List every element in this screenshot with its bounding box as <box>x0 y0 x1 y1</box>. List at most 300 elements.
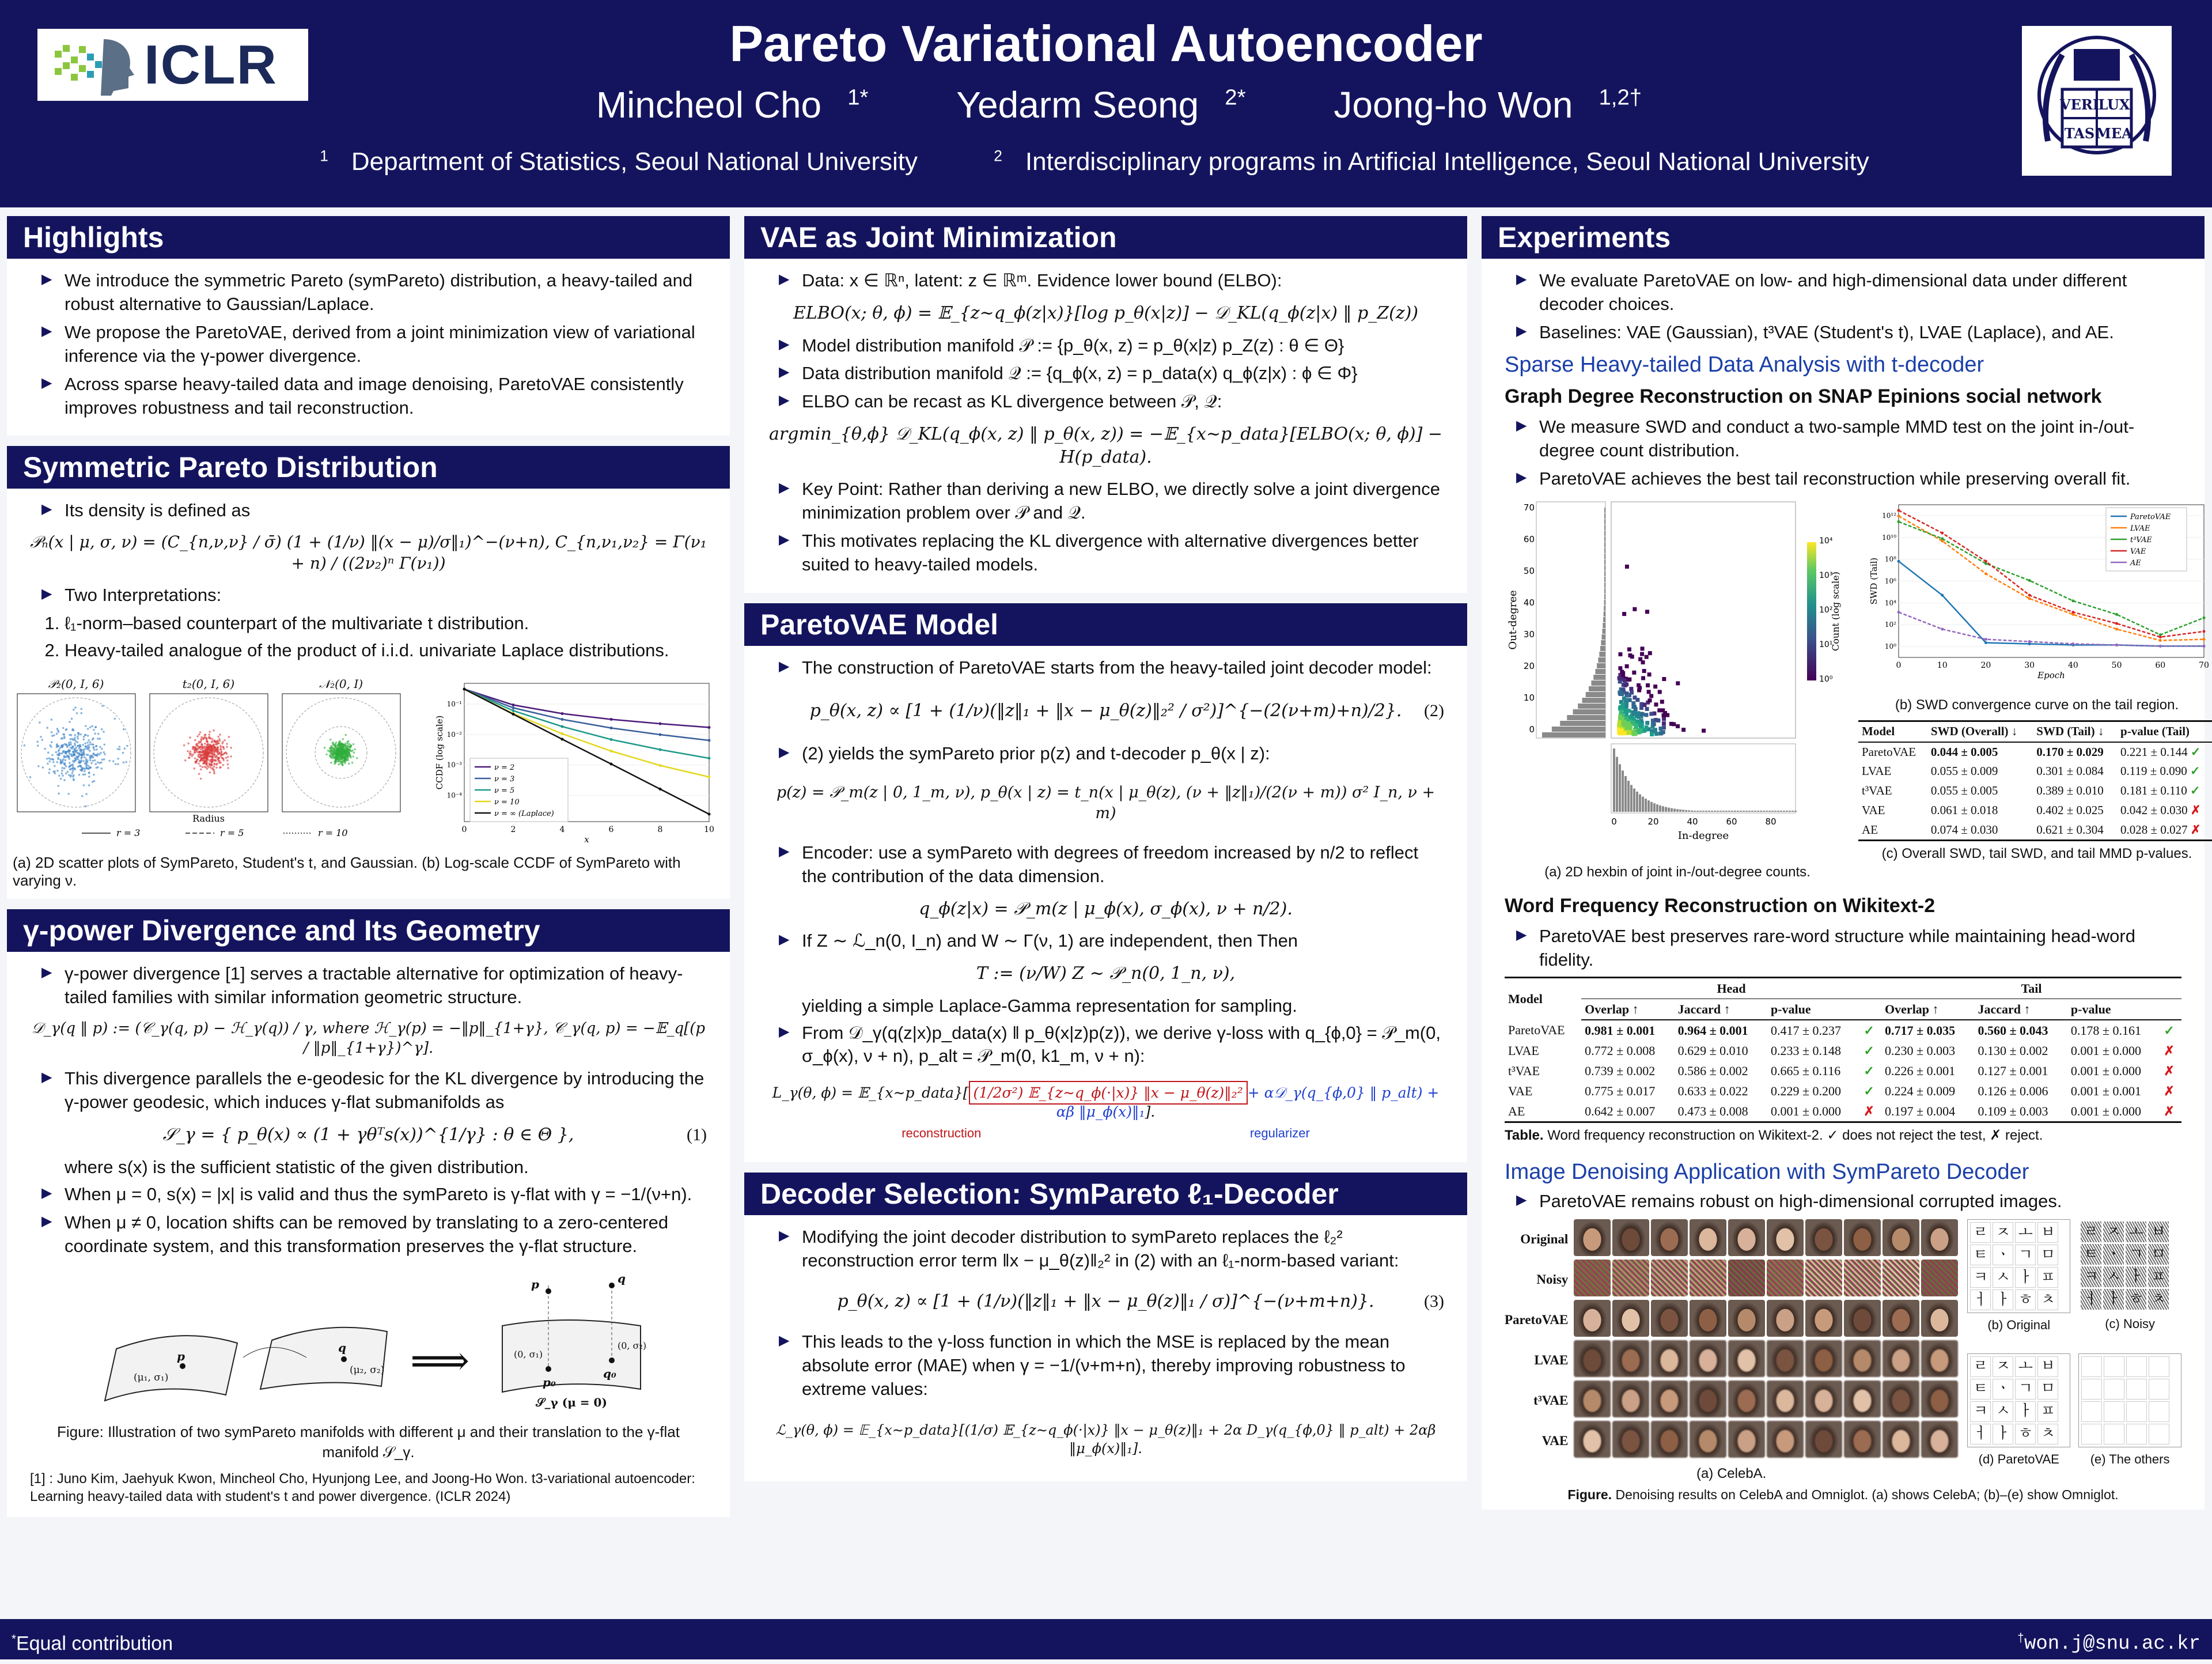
scatter-point <box>69 753 71 755</box>
marginal-bar <box>1604 525 1605 530</box>
scatter-point <box>101 758 104 761</box>
scatter-point <box>47 751 50 754</box>
data-point <box>2203 630 2206 633</box>
equation-number: (3) <box>1424 1292 1444 1311</box>
face-image <box>1767 1260 1804 1296</box>
x-tick-label: 4 <box>559 825 565 834</box>
glyph-tile: ㅗ <box>2126 1221 2146 1242</box>
data-point <box>2159 645 2162 648</box>
face-image <box>1805 1260 1842 1296</box>
face-image <box>1612 1421 1649 1458</box>
poster-footer <box>0 1619 2212 1659</box>
marginal-bar <box>1604 588 1605 593</box>
marginal-bar <box>1737 811 1739 812</box>
marginal-bar <box>1542 732 1605 738</box>
hexbin-cell <box>1644 713 1648 717</box>
table-cell: 0.772 ± 0.008 <box>1585 1043 1656 1058</box>
table-cell: 0.170 ± 0.029 <box>2036 744 2104 759</box>
hexbin-cell <box>1631 712 1635 716</box>
footer-sup: * <box>12 1633 16 1646</box>
y-axis-label: CCDF (log scale) <box>434 715 445 790</box>
glyph-tile: ㅈ <box>2103 1221 2124 1242</box>
scatter-point <box>74 748 76 750</box>
face-image <box>1844 1421 1881 1458</box>
glyph-tile: ㅏ <box>2015 1401 2036 1422</box>
colorbar <box>1807 542 1816 680</box>
scatter-point <box>37 765 40 767</box>
y-tick-label: 10⁴ <box>1884 599 1896 607</box>
author-list <box>0 84 2212 126</box>
emblem-text: LUX <box>2098 96 2130 113</box>
scatter-point <box>197 751 199 754</box>
marginal-bar <box>1696 811 1699 812</box>
scatter-point <box>124 747 126 750</box>
hexbin-cell <box>1623 683 1627 687</box>
scatter-point <box>350 757 352 759</box>
data-point <box>1984 641 1987 644</box>
scatter-point <box>188 757 190 759</box>
x-tick-label: 10 <box>1937 661 1948 671</box>
scatter-point <box>57 757 59 759</box>
affiliation-sup: 1 <box>320 147 328 164</box>
blank-glyph-tile <box>2126 1379 2147 1400</box>
marginal-bar <box>1731 811 1733 812</box>
hexbin-cell <box>1642 703 1646 707</box>
scatter-point <box>335 752 338 754</box>
marginal-bar <box>1604 606 1605 611</box>
scatter-point <box>217 736 219 738</box>
scatter-point <box>54 772 56 774</box>
scatter-point <box>351 762 354 764</box>
hexbin-cell <box>1702 729 1706 733</box>
manifold-label: 𝒮_γ (μ = 0) <box>536 1396 607 1410</box>
scatter-point <box>347 745 349 747</box>
marginal-bar <box>1593 675 1605 680</box>
hexbin-cell <box>1625 565 1629 569</box>
scatter-point <box>51 718 53 721</box>
table-header: Jaccard ↑ <box>1675 999 1767 1020</box>
scatter-point <box>194 739 196 742</box>
bullet-text: ▶ Two Interpretations: <box>30 584 707 607</box>
table-cell: 0.178 ± 0.161 <box>2070 1023 2141 1038</box>
swd-chart <box>1858 496 2212 686</box>
face-image <box>1651 1300 1688 1337</box>
scatter-point <box>125 761 127 763</box>
x-axis-label: Epoch <box>2037 670 2065 681</box>
glyph-tile: ㆍ <box>1993 1245 2013 1265</box>
scatter-point <box>219 740 221 742</box>
table-cell: 0.226 ± 0.001 <box>1885 1063 1956 1078</box>
glyph-tile: ㅍ <box>2148 1266 2169 1287</box>
scatter-point <box>60 773 63 775</box>
scatter-point <box>344 734 347 736</box>
blank-glyph-tile <box>2104 1401 2124 1422</box>
scatter-point <box>86 742 89 744</box>
table-header: Jaccard ↑ <box>1974 999 2067 1020</box>
hexbin-cell <box>1627 678 1631 682</box>
hexbin-cell <box>1645 610 1649 614</box>
scatter-point <box>117 748 119 750</box>
x-tick-label: 60 <box>1726 816 1737 827</box>
swd-table <box>1858 720 2212 841</box>
marginal-bar <box>1783 811 1785 812</box>
marginal-bar <box>1659 805 1661 812</box>
scatter-point <box>66 728 68 731</box>
scatter-point <box>92 739 94 741</box>
hexbin-cell <box>1621 671 1625 675</box>
marginal-bar <box>1604 565 1605 570</box>
data-point <box>2115 644 2118 646</box>
y-tick-label: 10¹² <box>1882 512 1896 520</box>
scatter-point <box>70 754 73 757</box>
data-point <box>2071 600 2074 603</box>
hexbin-cell <box>1624 704 1628 708</box>
scatter-point <box>74 759 77 762</box>
column-middle <box>744 216 1467 1492</box>
scatter-point <box>343 750 346 752</box>
scatter-point <box>83 767 85 770</box>
table-cell: 0.197 ± 0.004 <box>1881 1101 1974 1122</box>
marginal-bar <box>1604 594 1605 599</box>
cross-icon: ✗ <box>2164 1043 2175 1058</box>
scatter-point <box>339 761 341 763</box>
data-point <box>708 757 711 759</box>
marginal-bar <box>1789 811 1791 812</box>
scatter-point <box>89 743 91 746</box>
scatter-point <box>190 750 192 752</box>
table-cell: 0.119 ± 0.090 ✓ <box>2120 764 2200 778</box>
scatter-point <box>203 734 206 736</box>
scatter-point <box>87 767 89 770</box>
y-tick-label: 10⁻¹ <box>446 699 462 708</box>
face-image <box>1883 1421 1919 1458</box>
marginal-bar <box>1599 652 1605 657</box>
scatter-point <box>51 754 54 757</box>
hexbin-cell <box>1676 724 1680 728</box>
bullet-text: ▶ When μ = 0, s(x) = |x| is valid and thus the symPareto is γ-flat with γ = −1/(ν+n). <box>30 1183 707 1207</box>
scatter-point <box>330 762 332 764</box>
radius-legend: r = 5 <box>220 827 244 838</box>
marginal-bar <box>1645 799 1647 812</box>
hexbin-cell <box>1627 731 1631 735</box>
scatter-point <box>65 773 67 775</box>
scatter-point <box>115 763 117 765</box>
hexbin-cell <box>1641 661 1645 665</box>
table-row <box>1505 1061 2181 1081</box>
table-cell: 0.665 ± 0.116 <box>1770 1063 1841 1078</box>
y-tick-label: 10⁸ <box>1884 555 1896 564</box>
contact-email[interactable] <box>2017 1619 2200 1664</box>
bullet-text: ▶ ParetoVAE achieves the best tail reconstruction while preserving overall fit. <box>1505 467 2181 491</box>
scatter-point <box>46 727 48 729</box>
glyph-tile: ㅋ <box>1970 1267 1991 1288</box>
scatter-point <box>99 738 101 740</box>
cross-icon: ✗ <box>2190 822 2201 837</box>
scatter-point <box>82 739 85 741</box>
affiliation <box>994 148 1892 176</box>
marginal-bar <box>1639 795 1641 812</box>
scatter-point <box>194 767 196 770</box>
cross-icon: ✗ <box>2160 1101 2181 1122</box>
table-row <box>1505 1101 2181 1122</box>
scatter-point <box>59 759 62 761</box>
author <box>570 84 869 126</box>
scatter-point <box>70 734 73 736</box>
hexbin-cell <box>1663 712 1667 716</box>
scatter-point <box>218 752 220 755</box>
marginal-bar <box>1591 680 1605 686</box>
scatter-point <box>222 757 224 759</box>
scatter-point <box>48 761 51 763</box>
marginal-bar <box>1604 554 1605 559</box>
glyph-tile: ㅎ <box>2126 1289 2146 1310</box>
ccdf-chart <box>430 678 718 850</box>
table-cell: 0.586 ± 0.002 <box>1677 1063 1748 1078</box>
scatter-point <box>58 793 60 795</box>
column-right <box>1482 216 2209 1520</box>
scatter-point <box>346 750 348 752</box>
equation-text: L_γ(θ, ϕ) = 𝔼_{x∼p_data}[ <box>772 1084 969 1102</box>
marginal-bar <box>1616 757 1618 812</box>
blank-glyph-tile <box>2104 1356 2124 1377</box>
scatter-point <box>211 761 213 763</box>
highlight-item: ▶ We propose the ParetoVAE, derived from a joint minimization view of variational inference via the γ-power divergence. <box>30 321 707 368</box>
table-cell: 0.181 ± 0.110 ✓ <box>2120 784 2200 798</box>
scatter-point <box>59 747 62 749</box>
omniglot-original <box>1967 1219 2070 1349</box>
marginal-bar <box>1603 617 1605 622</box>
marginal-bar <box>1604 611 1605 617</box>
scatter-point <box>223 752 225 755</box>
hexbin-cell <box>1647 690 1651 694</box>
table-cell: 0.642 ± 0.007 <box>1581 1101 1674 1122</box>
scatter-point <box>62 733 65 736</box>
section-title: Experiments <box>1482 216 2205 259</box>
y-axis-label: SWD (Tail) <box>1869 558 1879 605</box>
table-cell: 0.224 ± 0.009 <box>1885 1083 1956 1098</box>
scatter-point <box>213 729 215 732</box>
scatter-point <box>94 726 97 728</box>
marginal-bar <box>1662 807 1664 812</box>
scatter-point <box>76 712 78 714</box>
scatter-point <box>91 755 93 757</box>
subsection-title: Image Denoising Application with SymPareto Decoder <box>1505 1159 2029 1184</box>
marginal-bar <box>1627 781 1630 812</box>
scatter-point <box>348 763 350 765</box>
face-image <box>1844 1260 1881 1296</box>
scatter-point <box>338 763 340 766</box>
marginal-bar <box>1794 811 1797 812</box>
param-label: (μ₂, σ₂) <box>350 1364 385 1376</box>
marginal-bar <box>1679 810 1681 812</box>
hexbin-cell <box>1642 670 1646 674</box>
data-point <box>2071 611 2074 614</box>
scatter-point <box>84 762 86 765</box>
scatter-point <box>82 744 84 746</box>
marginal-bar <box>1578 704 1605 709</box>
vae-section <box>744 216 1467 593</box>
scatter-point <box>330 748 332 751</box>
scatter-point <box>123 762 125 764</box>
hexbin-cell <box>1619 706 1623 710</box>
glyph-tile: ㅓ <box>2081 1289 2101 1310</box>
glyph-tile: ㅏ <box>1993 1424 2013 1444</box>
bullet-text: ▶ From 𝒟_γ(q(z|x)p_data(x) ‖ p_θ(x|z)p(z)), we derive γ-loss with q_{ϕ,0} = 𝒫_m(0, σ_ϕ(x), ν + n), p_alt = 𝒫_m(0, k1_m, ν + n): <box>767 1022 1444 1069</box>
data-point <box>2028 640 2031 643</box>
hexbin-cell <box>1645 707 1649 711</box>
scatter-point <box>198 733 200 736</box>
marginal-bar <box>1719 811 1722 812</box>
scatter-point <box>196 748 198 750</box>
table-row <box>1858 801 2212 820</box>
scatter-point <box>54 765 56 767</box>
marginal-bar <box>1598 657 1605 663</box>
glyph-tile: ㅌ <box>1970 1379 1991 1400</box>
scatter-point <box>200 744 203 746</box>
scatter-point <box>101 728 103 731</box>
hexbin-cell <box>1681 728 1685 732</box>
scatter-point <box>335 761 337 763</box>
hexbin-cell <box>1654 732 1658 736</box>
face-image <box>1690 1219 1726 1256</box>
data-point <box>708 812 711 815</box>
scatter-point <box>114 718 116 720</box>
glyph-tile: ㅗ <box>2015 1222 2036 1243</box>
glyph-tile: ㅊ <box>2148 1289 2169 1310</box>
point-label: q <box>338 1341 346 1355</box>
sympareto-figures <box>7 678 730 850</box>
scatter-point <box>92 760 94 762</box>
scatter-point <box>200 748 202 751</box>
face-image <box>1574 1300 1611 1337</box>
table-cell: 0.301 ± 0.084 <box>2036 764 2104 778</box>
blank-glyph-tile <box>2081 1401 2102 1422</box>
scatter-point <box>103 731 105 733</box>
affiliation-sup: 2 <box>994 147 1002 164</box>
scatter-point <box>215 760 217 762</box>
data-point <box>610 738 613 741</box>
face-image <box>1767 1340 1804 1377</box>
blank-glyph-tile <box>2104 1424 2124 1444</box>
scatter-point <box>103 758 105 761</box>
scatter-point <box>119 748 121 751</box>
table-cell: 0.739 ± 0.002 <box>1585 1063 1656 1078</box>
scatter-point <box>91 725 93 727</box>
scatter-point <box>334 745 336 747</box>
scatter-point <box>96 754 98 757</box>
data-point <box>561 732 564 735</box>
scatter-point <box>122 752 124 754</box>
data-point <box>1897 520 1900 523</box>
colorbar-tick: 10⁴ <box>1819 536 1833 546</box>
hexbin-cell <box>1643 728 1647 732</box>
table-header: Model <box>1858 721 1927 742</box>
scatter-point <box>211 767 214 769</box>
experiments-section <box>1482 216 2209 1510</box>
data-point <box>2203 645 2206 648</box>
hexbin-cell <box>1637 683 1641 687</box>
scatter-point <box>217 758 219 761</box>
glyph-tile: ㅓ <box>1970 1424 1991 1444</box>
equation-text: 𝒮_γ = { p_θ(x) ∝ (1 + γθᵀs(x))^{1/γ} : θ ∈ Θ }, <box>162 1125 574 1145</box>
hexbin-cell <box>1634 732 1638 736</box>
glyph-tile: ㄹ <box>2081 1221 2101 1242</box>
scatter-point <box>88 772 90 774</box>
table-cell: 0.001 ± 0.001 <box>2070 1083 2141 1098</box>
scatter-point <box>77 756 79 758</box>
scatter-point <box>226 759 229 762</box>
scatter-point <box>202 750 204 752</box>
y-tick-label: 10⁻³ <box>446 761 462 769</box>
scatter-point <box>86 761 89 763</box>
scatter-point <box>200 739 203 742</box>
glyph-tile: ㅈ <box>1993 1356 2013 1377</box>
marginal-bar <box>1705 811 1707 812</box>
scatter-point <box>206 761 209 763</box>
glyph-tile: ㆍ <box>2103 1244 2124 1265</box>
scatter-point <box>198 773 200 775</box>
figure-caption: (c) Overall SWD, tail SWD, and tail MMD p-values. <box>1881 846 2192 862</box>
omniglot-others <box>2078 1353 2181 1483</box>
scatter-point <box>194 750 196 752</box>
gamma-section <box>7 909 730 1517</box>
scatter-point <box>109 760 111 762</box>
model-name: ParetoVAE <box>1862 744 1916 759</box>
highlights-section <box>7 216 730 436</box>
row-label: LVAE <box>1534 1352 1569 1367</box>
scatter-point <box>218 738 221 740</box>
scatter-point <box>56 733 58 735</box>
marginal-bar <box>1604 508 1605 513</box>
check-icon: ✓ <box>1863 1023 1874 1038</box>
scatter-point <box>195 761 198 763</box>
scatter-point <box>324 747 326 749</box>
celeba-figure <box>1505 1219 1958 1483</box>
hexbin-cell <box>1626 694 1630 698</box>
face-image <box>1767 1421 1804 1458</box>
scatter-point <box>341 749 343 751</box>
marginal-bar <box>1560 721 1605 726</box>
scatter-point <box>197 745 199 747</box>
scatter-point <box>90 757 92 759</box>
face-image <box>1612 1300 1649 1337</box>
table-header: Overlap ↑ <box>1881 999 1974 1020</box>
scatter-point <box>79 769 82 771</box>
marginal-bar <box>1754 811 1756 812</box>
hexbin-cell <box>1633 696 1637 700</box>
scatter-point <box>85 793 88 795</box>
scatter-point <box>201 766 203 768</box>
scatter-point <box>334 758 336 760</box>
data-point <box>708 739 711 742</box>
face-image <box>1612 1219 1649 1256</box>
scatter-point <box>69 721 71 723</box>
y-tick-label: 70 <box>1523 502 1535 513</box>
scatter-point <box>47 763 49 765</box>
scatter-point <box>73 754 75 757</box>
affiliation-text: Interdisciplinary programs in Artificial Intelligence, Seoul National University <box>1025 147 1869 176</box>
glyph-tile: ㅌ <box>2081 1244 2101 1265</box>
check-icon: ✓ <box>2190 764 2200 778</box>
scatter-point <box>36 741 39 743</box>
scatter-point <box>101 705 104 707</box>
scatter-point <box>352 755 354 758</box>
y-tick-label: 10⁰ <box>1884 642 1896 651</box>
table-cell: 0.981 ± 0.001 <box>1585 1023 1656 1038</box>
scatter-point <box>82 760 85 762</box>
scatter-point <box>70 743 73 746</box>
scatter-point <box>92 753 94 755</box>
